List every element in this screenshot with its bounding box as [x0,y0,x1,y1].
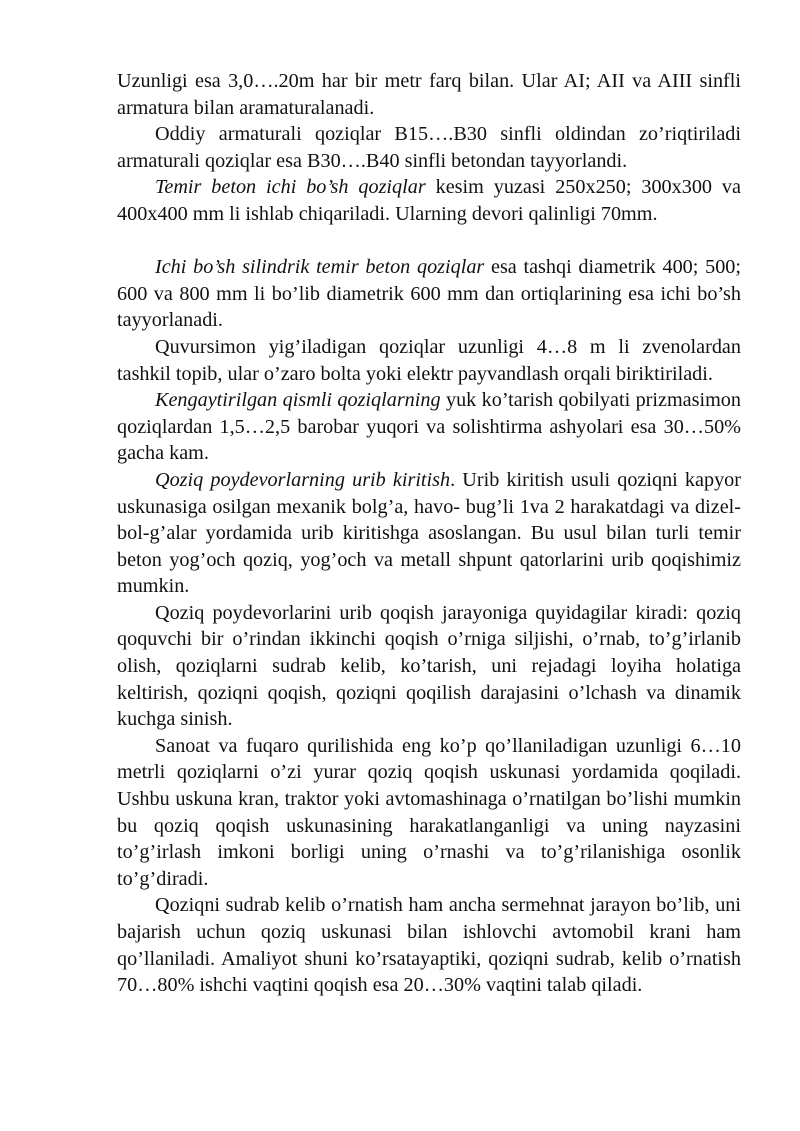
paragraph-tubular-piles [117,334,741,387]
paragraph-driving-process [117,600,741,733]
italic-term: Ichi bo’sh silindrik temir beton qoziqlar [155,256,485,279]
paragraph-armatura-length [117,68,741,121]
italic-term: Kengaytirilgan qismli qoziqlarning [155,389,441,412]
paragraph-ordinary-reinforced-piles [117,121,741,174]
paragraph-hollow-piles [117,174,741,227]
document-page [117,68,741,999]
paragraph-text: kesim yuzasi 250x250; 300x300 va 400x400 mm li ishlab chiqariladi. Ularning devori qalinligi 70mm. [117,176,741,225]
paragraph-pile-installation [117,892,741,998]
paragraph-pile-driving [117,467,741,600]
paragraph-text: Oddiy armaturali qoziqlar B15….B30 sinfli oldindan zo’riqtiriladi armaturali qoziqlar esa B30….B40 sinfli betondan tayyorlandi. [117,123,741,172]
paragraph-cylindrical-piles [117,254,741,334]
paragraph-expanded-piles [117,387,741,467]
paragraph-text: esa tashqi diametrik 400; 500; 600 va 800 mm li bo’lib diametrik 600 mm dan ortiqlarining esa ichi bo’sh tayyorlanadi. [117,256,741,332]
paragraph-text: Qoziqni sudrab kelib o’rnatish ham ancha sermehnat jarayon bo’lib, uni bajarish uchun qoziq uskunasi bilan ishlovchi avtomobil krani ham qo’llaniladi. Amaliyot shuni ko’rsatayaptiki, qoziqni sudrab, kelib o’rnatish 70…80% ishchi vaqtini qoqish esa 20…30% vaqtini talab qiladi. [117,894,741,997]
paragraph-text: Quvursimon yig’iladigan qoziqlar uzunligi 4…8 m li zvenolardan tashkil topib, ular o’zaro bolta yoki elektr payvandlash orqali biriktiriladi. [117,335,741,385]
paragraph-text: . Urib kiritish usuli qoziqni kapyor uskunasiga osilgan mexanik bolg’a, havo- bug’li 1va 2 harakatdagi va dizel-bol-g’alar yordamida urib kiritishga asoslangan. Bu usul bilan turli temir beton yog’och qoziq, yog’och va metall shpunt qatorlarini urib qoqishimiz mumkin. [117,468,741,598]
paragraph-text: Qoziq poydevorlarini urib qoqish jarayoniga quyidagilar kiradi: qoziq qoquvchi bir o’rindan ikkinchi qoqish o’rniga siljishi, o’rnab, to’g’irlanib olish, qoziqlarni sudrab kelib, ko’tarish, uni rejadagi loyiha holatiga keltirish, qoziqni qoqish, qoziqni qoqilish darajasini o’lchash va dinamik kuchga sinish. [117,601,741,731]
paragraph-text: Uzunligi esa 3,0….20m har bir metr farq bilan. Ular AI; AII va AIII sinfli armatura bilan aramaturalanadi. [117,70,741,119]
paragraph-text: Sanoat va fuqaro qurilishida eng ko’p qo’llaniladigan uzunligi 6…10 metrli qoziqlarni o’zi yurar qoziq qoqish uskunasi yordamida qoqiladi. Ushbu uskuna kran, traktor yoki avtomashinaga o’rnatilgan bo’lishi mumkin bu qoziq qoqish uskunasining harakatlanganligi va uning nayzasini to’g’irlash imkoni borligi uning o’rnashi va to’g’rilanishiga osonlik to’g’diradi. [117,734,741,890]
italic-term: Temir beton ichi bo’sh qoziqlar [155,176,426,199]
italic-term: Qoziq poydevorlarning urib kiritish [155,468,451,491]
paragraph-text: yuk ko’tarish qobilyati prizmasimon qoziqlardan 1,5…2,5 barobar yuqori va solishtirma ashyolari esa 30…50% gacha kam. [117,389,741,465]
paragraph-self-propelled-rig [117,733,741,893]
